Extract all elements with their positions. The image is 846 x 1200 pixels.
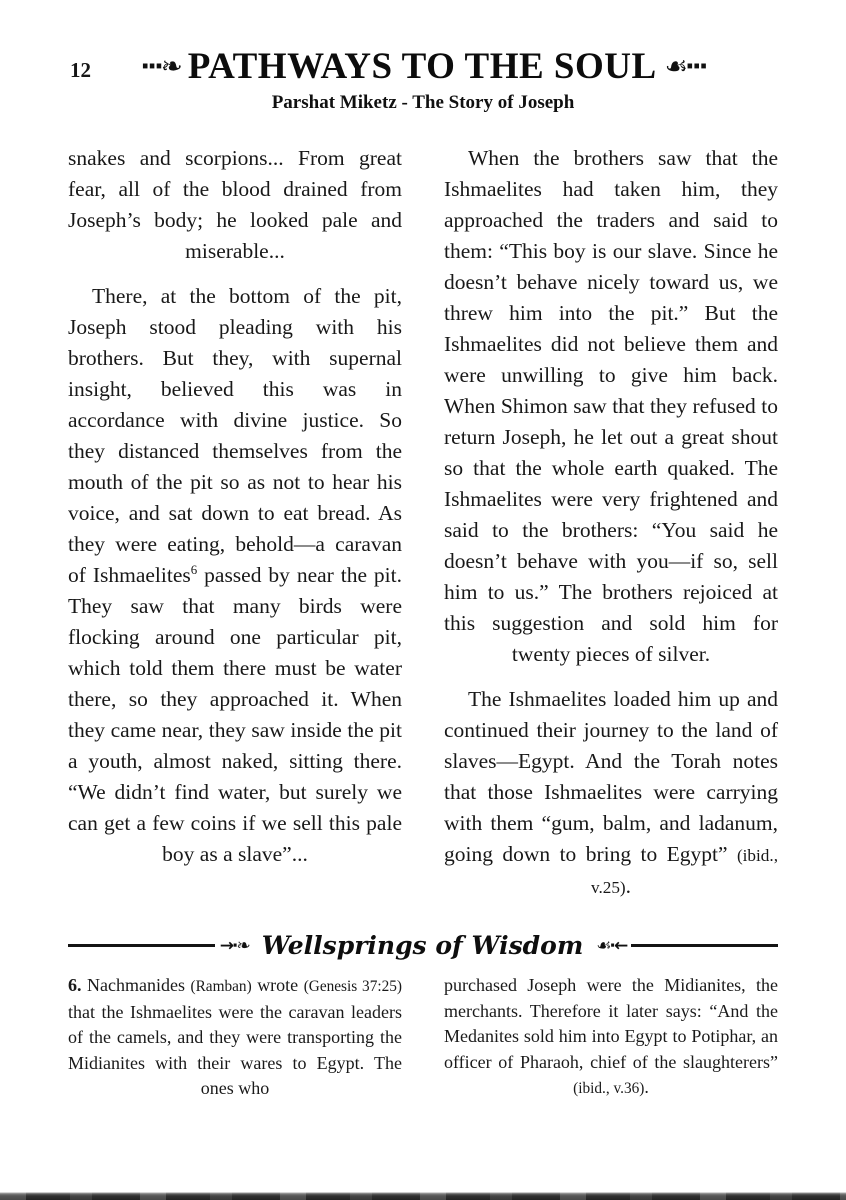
- flourish-left-icon: ∙∙∙❧: [140, 51, 180, 82]
- chapter-subtitle: Parshat Miketz - The Story of Joseph: [271, 92, 575, 113]
- footnote-text: Nachmanides: [81, 975, 191, 995]
- footnote-6-continued: [444, 973, 778, 1102]
- left-column: [68, 143, 402, 917]
- footnote-left-column: [68, 973, 402, 1102]
- divider-flourish-left-icon: →∙❧: [219, 935, 249, 956]
- footnote-6: [68, 973, 402, 1102]
- right-column: [444, 143, 778, 917]
- citation: (ibid., v.36): [573, 1080, 645, 1097]
- paragraph-text: .: [625, 874, 632, 898]
- citation: (Ramban): [190, 978, 252, 995]
- footnote-text: .: [644, 1077, 649, 1097]
- book-title: PATHWAYS TO THE SOUL: [187, 46, 657, 87]
- paragraph-text: There, at the bottom of the pit, Joseph stood pleading with his brothers. But they, with supernal insight, believed this was in accordance with divine justice. So they distanced themselves from the mouth of the pit so as not to hear his voice, and sat down to eat bread. As they were eating, behold—a caravan of Ishmaelites: [68, 284, 402, 587]
- footnote-reference-6: 6: [190, 562, 198, 577]
- paragraph-text: When the brothers saw that the Ishmaelites had taken him, they approached the traders and said to them: “This boy is our slave. Since he doesn’t behave nicely toward us, we threw him into the pit.” But the Ishmaelites did not believe them and were unwilling to give him back. When Shimon saw that they refused to return Joseph, he let out a great shout so that the whole earth quaked. The Ishmaelites were very frightened and said to the brothers: “You said he doesn’t behave with you—if so, sell him to us.” The brothers rejoiced at this suggestion and sold him for twenty pieces of silver.: [444, 146, 778, 666]
- paragraph-text: passed by near the pit. They saw that many birds were flocking around one particular pit, which told them there must be water there, so they approached it. When they came near, they saw inside the pit a youth, almost naked, sitting there. “We didn’t find water, but surely we can get a few coins if we sell this pale boy as a slave”...: [68, 563, 403, 866]
- title-row: [0, 48, 846, 85]
- footnotes-section: [0, 973, 846, 1102]
- page-header: [0, 0, 846, 114]
- page-number: 12: [70, 58, 91, 82]
- footnote-text: wrote: [251, 975, 304, 995]
- footnote-number: 6.: [68, 975, 82, 995]
- footnote-text: that the Ishmaelites were the caravan leaders of the camels, and they were transporting the Midianites with their wares to Egypt. The ones who: [68, 1001, 402, 1098]
- scan-edge-artifact: [0, 1192, 846, 1200]
- body-paragraph: [444, 684, 778, 903]
- wellsprings-title: Wellsprings of Wisdom: [261, 931, 584, 960]
- divider-rule-left: [68, 944, 215, 947]
- citation: (ibid., v.25): [590, 846, 778, 897]
- paragraph-text: The Ishmaelites loaded him up and continued their journey to the land of slaves—Egypt. And the Torah notes that those Ishmaelites were carrying with them “gum, balm, and ladanum, going down to bring to Egypt”: [444, 687, 778, 866]
- body-paragraph: [68, 281, 402, 870]
- footnote-text: purchased Joseph were the Midianites, the merchants. Therefore it later says: “And the Medanites sold him into Egypt to Potiphar, an officer of Pharaoh, chief of the slaughterers”: [444, 975, 778, 1072]
- wellsprings-divider: [0, 931, 846, 960]
- footnote-right-column: [444, 973, 778, 1102]
- text-columns: [0, 143, 846, 917]
- divider-rule-right: [631, 944, 778, 947]
- divider-flourish-right-icon: ☙∙←: [596, 935, 627, 956]
- body-paragraph: [444, 143, 778, 670]
- citation: (Genesis 37:25): [303, 978, 402, 995]
- paragraph-text: snakes and scorpions... From great fear, all of the blood drained from Joseph’s body; he looked pale and miserable...: [68, 146, 402, 263]
- flourish-right-icon: ☙∙∙∙: [664, 51, 706, 82]
- body-paragraph: [68, 143, 402, 267]
